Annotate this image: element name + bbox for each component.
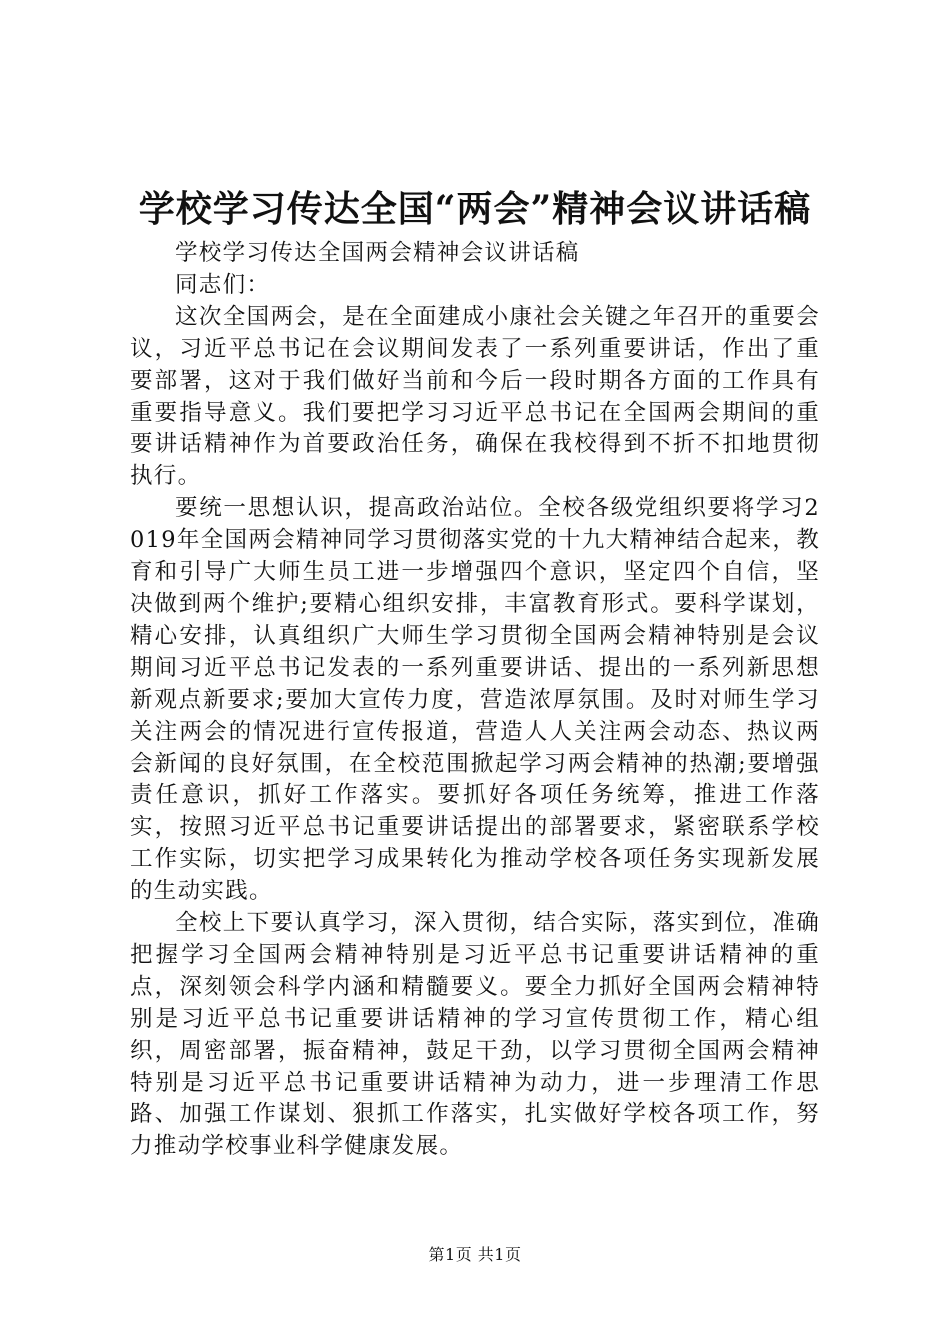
salutation: 同志们： — [175, 271, 271, 298]
body-paragraph-2: 要统一思想认识，提高政治站位。全校各级党组织要将学习2019年全国两会精神同学习贯彻落实党的十九大精神结合起来，教育和引导广大师生员工进一步增强四个意识，坚定四个自信，坚决做到两个维护;要精心组织安排，丰富教育形式。要科学谋划，精心安排，认真组织广大师生学习贯彻全国两会精神特别是会议期间习近平总书记发表的一系列重要讲话、提出的一系列新思想新观点新要求;要加大宣传力度，营造浓厚氛围。及时对师生学习关注两会的情况进行宣传报道，营造人人关注两会动态、热议两会新闻的良好氛围，在全校范围掀起学习两会精神的热潮;要增强责任意识，抓好工作落实。要抓好各项任务统筹，推进工作落实，按照习近平总书记重要讲话提出的部署要求，紧密联系学校工作实际，切实把学习成果转化为推动学校各项任务实现新发展的生动实践。 — [130, 495, 820, 905]
document-subtitle: 学校学习传达全国两会精神会议讲话稿 — [175, 240, 580, 266]
body-paragraph-1: 这次全国两会，是在全面建成小康社会关键之年召开的重要会议，习近平总书记在会议期间发表了一系列重要讲话，作出了重要部署，这对于我们做好当前和今后一段时期各方面的工作具有重要指导意义。我们要把学习习近平总书记在全国两会期间的重要讲话精神作为首要政治任务，确保在我校得到不折不扣地贯彻执行。 — [130, 303, 820, 490]
document-body — [130, 238, 820, 1163]
body-paragraph-3: 全校上下要认真学习，深入贯彻，结合实际，落实到位，准确把握学习全国两会精神特别是习近平总书记重要讲话精神的重点，深刻领会科学内涵和精髓要义。要全力抓好全国两会精神特别是习近平总书记重要讲话精神的学习宣传贯彻工作，精心组织，周密部署，振奋精神，鼓足干劲，以学习贯彻全国两会精神特别是习近平总书记重要讲话精神为动力，进一步理清工作思路、加强工作谋划、狠抓工作落实，扎实做好学校各项工作，努力推动学校事业科学健康发展。 — [130, 910, 820, 1160]
document-title: 学校学习传达全国“两会”精神会议讲话稿 — [138, 188, 812, 230]
page-number-footer: 第1页 共1页 — [428, 1245, 522, 1264]
